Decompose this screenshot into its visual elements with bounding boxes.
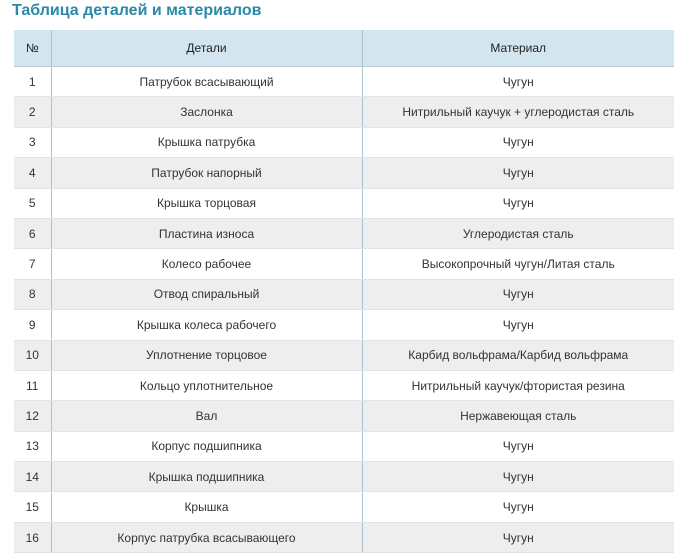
table-row — [14, 310, 674, 340]
cell-number: 12 — [14, 401, 51, 431]
table-row — [14, 492, 674, 522]
table-row — [14, 401, 674, 431]
cell-material: Нержавеющая сталь — [362, 401, 674, 431]
cell-part: Вал — [51, 401, 362, 431]
cell-material: Чугун — [362, 279, 674, 309]
column-header-material: Материал — [362, 30, 674, 67]
cell-number: 2 — [14, 97, 51, 127]
cell-part: Крышка торцовая — [51, 188, 362, 218]
column-header-number: № — [14, 30, 51, 67]
cell-material: Углеродистая сталь — [362, 218, 674, 248]
cell-number: 5 — [14, 188, 51, 218]
cell-material: Высокопрочный чугун/Литая сталь — [362, 249, 674, 279]
cell-part: Патрубок напорный — [51, 158, 362, 188]
table-row — [14, 188, 674, 218]
page-title: Таблица деталей и материалов — [12, 2, 262, 19]
cell-material: Чугун — [362, 492, 674, 522]
cell-number: 4 — [14, 158, 51, 188]
parts-materials-table — [14, 30, 674, 553]
cell-material: Чугун — [362, 462, 674, 492]
cell-part: Уплотнение торцовое — [51, 340, 362, 370]
cell-material: Чугун — [362, 310, 674, 340]
cell-material: Чугун — [362, 158, 674, 188]
cell-number: 1 — [14, 67, 51, 97]
cell-number: 13 — [14, 431, 51, 461]
cell-number: 15 — [14, 492, 51, 522]
cell-part: Патрубок всасывающий — [51, 67, 362, 97]
cell-material: Чугун — [362, 522, 674, 552]
table-row — [14, 431, 674, 461]
cell-number: 6 — [14, 218, 51, 248]
column-header-part: Детали — [51, 30, 362, 67]
cell-part: Крышка подшипника — [51, 462, 362, 492]
cell-material: Чугун — [362, 431, 674, 461]
cell-material: Чугун — [362, 67, 674, 97]
cell-number: 16 — [14, 522, 51, 552]
cell-number: 9 — [14, 310, 51, 340]
table-row — [14, 462, 674, 492]
cell-number: 10 — [14, 340, 51, 370]
cell-material: Чугун — [362, 127, 674, 157]
table-row — [14, 340, 674, 370]
cell-number: 11 — [14, 370, 51, 400]
cell-number: 7 — [14, 249, 51, 279]
cell-part: Заслонка — [51, 97, 362, 127]
table-row — [14, 522, 674, 552]
table-row — [14, 279, 674, 309]
table-row — [14, 370, 674, 400]
cell-part: Колесо рабочее — [51, 249, 362, 279]
table-row — [14, 249, 674, 279]
cell-part: Корпус патрубка всасывающего — [51, 522, 362, 552]
table-row — [14, 158, 674, 188]
cell-part: Пластина износа — [51, 218, 362, 248]
cell-part: Крышка колеса рабочего — [51, 310, 362, 340]
cell-part: Кольцо уплотнительное — [51, 370, 362, 400]
table-row — [14, 67, 674, 97]
cell-material: Чугун — [362, 188, 674, 218]
cell-number: 3 — [14, 127, 51, 157]
cell-material: Нитрильный каучук/фтористая резина — [362, 370, 674, 400]
cell-part: Отвод спиральный — [51, 279, 362, 309]
table-row — [14, 127, 674, 157]
cell-material: Карбид вольфрама/Карбид вольфрама — [362, 340, 674, 370]
cell-part: Крышка патрубка — [51, 127, 362, 157]
table-header-row — [14, 30, 674, 67]
cell-part: Корпус подшипника — [51, 431, 362, 461]
table-row — [14, 218, 674, 248]
cell-number: 14 — [14, 462, 51, 492]
table-row — [14, 97, 674, 127]
cell-part: Крышка — [51, 492, 362, 522]
cell-material: Нитрильный каучук + углеродистая сталь — [362, 97, 674, 127]
cell-number: 8 — [14, 279, 51, 309]
